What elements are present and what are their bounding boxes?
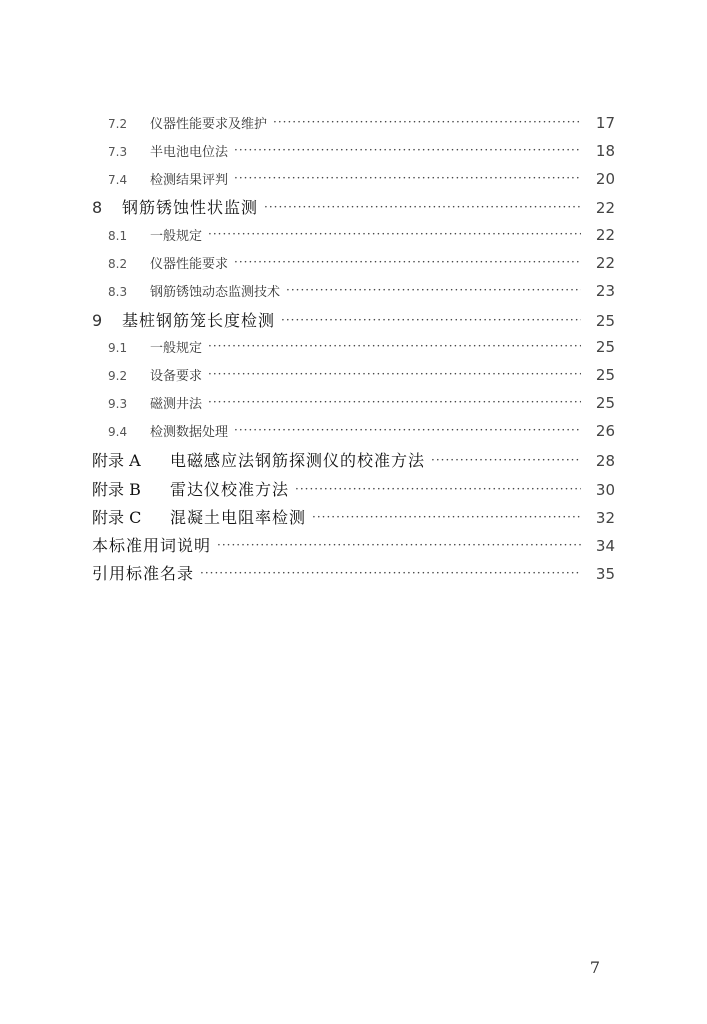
toc-entry-title: 仪器性能要求及维护 bbox=[150, 117, 268, 132]
toc-entry-page: 22 bbox=[595, 254, 615, 272]
toc-entry[interactable] bbox=[108, 225, 615, 244]
toc-leader-dots bbox=[200, 566, 581, 580]
toc-leader-dots bbox=[208, 227, 581, 241]
toc-entry-number: 7.4 bbox=[108, 173, 128, 187]
toc-leader-dots bbox=[431, 453, 581, 467]
toc-entry-title: 混凝土电阻率检测 bbox=[170, 508, 307, 527]
toc-entry-page: 22 bbox=[595, 199, 615, 217]
toc-entry-page: 17 bbox=[595, 114, 615, 132]
toc-entry[interactable] bbox=[108, 421, 615, 440]
toc-appendix-entry[interactable] bbox=[92, 448, 615, 471]
toc-entry-page: 20 bbox=[595, 170, 615, 188]
toc-leader-dots bbox=[234, 255, 581, 269]
toc-entry-title: 一般规定 bbox=[150, 229, 203, 244]
toc-entry-title: 检测数据处理 bbox=[150, 425, 229, 440]
toc-leader-dots bbox=[208, 339, 581, 353]
toc-entry-page: 25 bbox=[595, 312, 615, 330]
toc-entry[interactable] bbox=[108, 113, 615, 132]
toc-entry-page: 25 bbox=[595, 394, 615, 412]
toc-entry-page: 32 bbox=[595, 509, 615, 527]
toc-entry-number: 8.1 bbox=[108, 229, 128, 243]
toc-entry-title: 钢筋锈蚀性状监测 bbox=[122, 198, 259, 217]
toc-entry-number: 9.2 bbox=[108, 369, 128, 383]
toc-entry-title: 仪器性能要求 bbox=[150, 257, 229, 272]
toc-entry-number: 7.2 bbox=[108, 117, 128, 131]
page-number: 7 bbox=[589, 958, 601, 977]
toc-entry-page: 18 bbox=[595, 142, 615, 160]
toc-entry[interactable] bbox=[108, 141, 615, 160]
toc-entry-title: 钢筋锈蚀动态监测技术 bbox=[150, 285, 281, 300]
toc-entry-page: 23 bbox=[595, 282, 615, 300]
toc-entry[interactable] bbox=[108, 281, 615, 300]
toc-entry-title: 基桩钢筋笼长度检测 bbox=[122, 311, 276, 330]
toc-entry-number: 9.3 bbox=[108, 397, 128, 411]
toc-entry-page: 30 bbox=[595, 481, 615, 499]
toc-entry-page: 34 bbox=[595, 537, 615, 555]
toc-entry-title: 检测结果评判 bbox=[150, 173, 229, 188]
toc-chapter-entry[interactable] bbox=[92, 195, 615, 218]
toc-entry-title: 设备要求 bbox=[150, 369, 203, 384]
toc-leader-dots bbox=[234, 423, 581, 437]
toc-entry-page: 25 bbox=[595, 338, 615, 356]
toc-leader-dots bbox=[273, 115, 581, 129]
toc-entry-title: 本标准用词说明 bbox=[92, 536, 212, 555]
toc-entry-number: 附录 A bbox=[92, 451, 141, 470]
toc-entry[interactable] bbox=[108, 365, 615, 384]
toc-leader-dots bbox=[286, 283, 581, 297]
toc-leader-dots bbox=[208, 395, 581, 409]
toc-entry-page: 28 bbox=[595, 452, 615, 470]
toc-entry-number: 8.3 bbox=[108, 285, 128, 299]
toc-entry-page: 35 bbox=[595, 565, 615, 583]
toc-entry-title: 引用标准名录 bbox=[92, 564, 195, 583]
toc-leader-dots bbox=[234, 171, 581, 185]
toc-entry[interactable] bbox=[92, 561, 615, 584]
toc-leader-dots bbox=[312, 510, 581, 524]
toc-entry-page: 22 bbox=[595, 226, 615, 244]
toc-appendix-entry[interactable] bbox=[92, 505, 615, 528]
toc-entry-number: 8 bbox=[92, 198, 103, 217]
toc-entry-number: 9.1 bbox=[108, 341, 128, 355]
toc-entry-title: 磁测井法 bbox=[150, 397, 203, 412]
toc-entry-number: 8.2 bbox=[108, 257, 128, 271]
toc-entry[interactable] bbox=[108, 253, 615, 272]
toc-entry-title: 电磁感应法钢筋探测仪的校准方法 bbox=[170, 451, 426, 470]
toc-entry-page: 25 bbox=[595, 366, 615, 384]
toc-leader-dots bbox=[295, 482, 581, 496]
toc-leader-dots bbox=[217, 538, 581, 552]
toc-leader-dots bbox=[208, 367, 581, 381]
toc-entry-number: 9.4 bbox=[108, 425, 128, 439]
toc-entry[interactable] bbox=[108, 169, 615, 188]
toc-chapter-entry[interactable] bbox=[92, 308, 615, 331]
toc-entry-number: 附录 C bbox=[92, 508, 142, 527]
toc-entry[interactable] bbox=[108, 337, 615, 356]
toc-leader-dots bbox=[234, 143, 581, 157]
toc-entry-title: 一般规定 bbox=[150, 341, 203, 356]
toc-leader-dots bbox=[264, 200, 581, 214]
toc-entry-title: 半电池电位法 bbox=[150, 145, 229, 160]
toc-entry-page: 26 bbox=[595, 422, 615, 440]
toc-entry-number: 附录 B bbox=[92, 480, 141, 499]
toc-entry-number: 9 bbox=[92, 311, 103, 330]
toc-appendix-entry[interactable] bbox=[92, 477, 615, 500]
toc-leader-dots bbox=[281, 313, 581, 327]
toc-entry-number: 7.3 bbox=[108, 145, 128, 159]
toc-entry[interactable] bbox=[108, 393, 615, 412]
toc-entry-title: 雷达仪校准方法 bbox=[170, 480, 290, 499]
toc-entry[interactable] bbox=[92, 533, 615, 556]
